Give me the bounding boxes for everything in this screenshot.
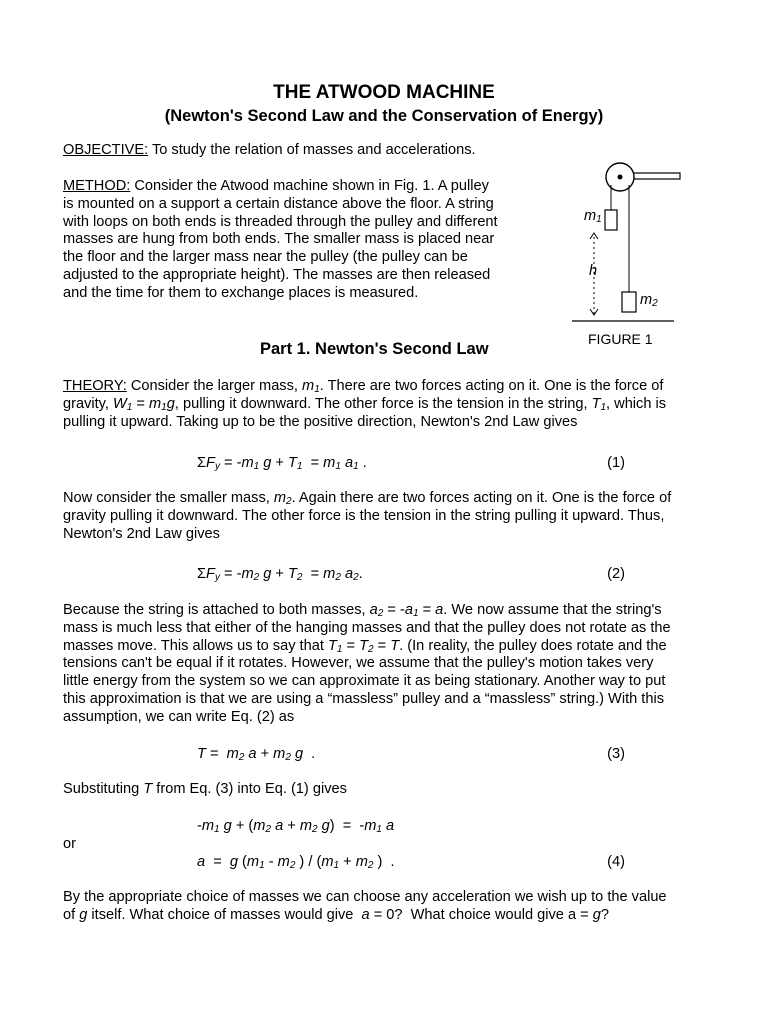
method-line-5: adjusted to the appropriate height). The masses are then released	[63, 266, 491, 283]
assumption-paragraph: Because the string is attached to both masses, $a_2 = -a_1 = a$. We now assume that the string's mass is much less that either of the hanging masses and that the pulley does not rotate as the masses move. This allows us to say that $T_1 = T_2 = T$. (In reality, the pulley does rotate and the tensions can't be equal if it rotates. However, we assume that the pulley's motion takes very little energy from the system so we can approximate it as being stationary. Another way to put this approximation is that we are using a “massless” pulley and a “massless” string.) With this assumption, we can write Eq. (2) as	[63, 602, 671, 725]
equation-2: $\Sigma F_y = -m_2$ $g + T_2 = m_2$ $a_2$.	[197, 566, 363, 583]
or-text: or	[63, 836, 76, 852]
label-m1: $m_1$	[584, 208, 602, 225]
method-line-2: with loops on both ends is threaded through the pulley and different	[63, 213, 498, 230]
objective-text: To study the relation of masses and accelerations.	[148, 142, 476, 158]
conclusion-paragraph: By the appropriate choice of masses we can choose any acceleration we wish up to the value of g itself. What choice of masses would give a = 0? What choice would give a = g?	[63, 889, 667, 923]
method-label: METHOD:	[63, 178, 131, 194]
method-line-3: masses are hung from both ends. The smaller mass is placed near	[63, 231, 495, 248]
method-line-4: the floor and the larger mass near the pulley (the pulley can be	[63, 249, 468, 266]
equation-3: $T = m_2$ $a + m_2$ g .	[197, 746, 316, 763]
substituting-line: Substituting T from Eq. (3) into Eq. (1) gives	[63, 781, 347, 797]
equation-1: $\Sigma F_y = -m_1$ $g + T_1 = m_1$ $a_1$ .	[197, 455, 367, 472]
atwood-figure	[560, 155, 700, 330]
document-subtitle: (Newton's Second Law and the Conservation of Energy)	[164, 107, 604, 125]
equation-number-1: (1)	[607, 455, 625, 471]
method-paragraph	[63, 178, 523, 303]
mass-m2	[622, 292, 636, 312]
method-line-0: METHOD: Consider the Atwood machine shown in Fig. 1. A pulley	[63, 178, 489, 194]
equation-number-2: (2)	[607, 566, 625, 582]
document-title: THE ATWOOD MACHINE	[273, 82, 495, 103]
support-beam	[633, 173, 680, 179]
method-line-6: and the time for them to exchange places is measured.	[63, 284, 419, 301]
objective-label: OBJECTIVE:	[63, 142, 149, 158]
method-line-1: is mounted on a support a certain distance above the floor. A string	[63, 195, 494, 212]
part1-heading: Part 1. Newton's Second Law	[260, 340, 489, 358]
theory-paragraph: THEORY: Consider the larger mass, $m_1$. There are two forces acting on it. One is the force of gravity, $W_1 = m_1g$, pulling it downward. The other force is the tension in the string, $T_1$, which is pulling it upward. Taking up to be the positive direction, Newton's 2nd Law gives	[63, 378, 667, 430]
equation-number-3: (3)	[607, 746, 625, 762]
label-h: h	[589, 263, 598, 279]
figure-caption: FIGURE 1	[588, 331, 653, 347]
equation-number-4: (4)	[607, 854, 625, 870]
smaller-mass-paragraph: Now consider the smaller mass, $m_2$. Again there are two forces acting on it. One is the force of gravity pulling it downward. The other force is the tension in the string pulling it upward. Thus, Newton's 2nd Law gives	[63, 490, 672, 542]
label-m2: $m_2$	[640, 292, 658, 309]
equation-4: a = g ($m_1 - m_2$ ) / ($m_1 + m_2$ ) .	[197, 854, 395, 871]
mass-m1	[605, 210, 617, 230]
pulley-axle	[618, 175, 623, 180]
equation-combined: $-m_1$ $g + (m_2$ $a + m_2$ $g) = -m_1$ a	[197, 818, 395, 835]
